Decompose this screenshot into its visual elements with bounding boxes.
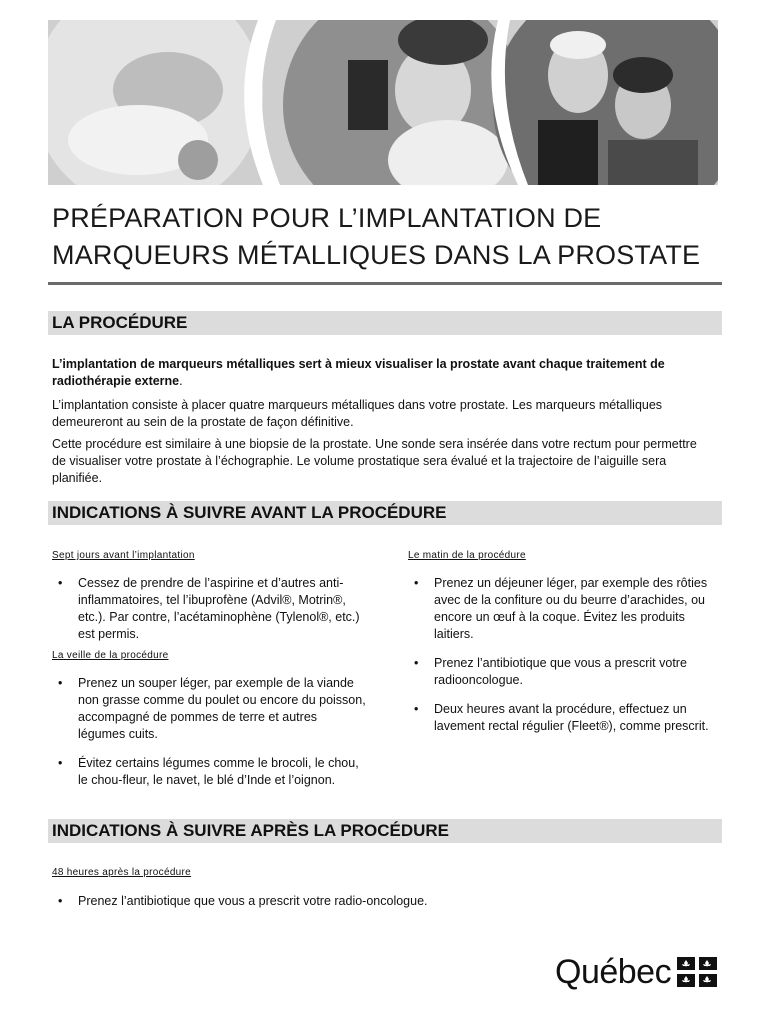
list-48-hours: [52, 893, 712, 922]
scientist-microscope-photo: [283, 20, 523, 185]
list-item: • Deux heures avant la procédure, effectuez un lavement rectal régulier (Fleet®), comme prescrit.: [408, 701, 722, 735]
section-heading-before: INDICATIONS À SUIVRE AVANT LA PROCÉDURE: [48, 501, 722, 525]
page-title: PRÉPARATION POUR L’IMPLANTATION DE MARQUEURS MÉTALLIQUES DANS LA PROSTATE: [52, 203, 701, 270]
quebec-wordmark: Québec: [555, 952, 672, 991]
procedure-paragraph-3: Cette procédure est similaire à une biopsie de la prostate. Une sonde sera insérée dans votre rectum pour permettre de visualiser votre prostate à l’échographie. Le volume prostatique sera évalué et la trajectoire de l’aiguille sera planifiée.: [52, 437, 697, 485]
title-divider: [48, 282, 722, 285]
list-seven-days: [52, 575, 367, 655]
procedure-paragraph-2: L’implantation consiste à placer quatre marqueurs métalliques dans votre prostate. Les marqueurs métalliques demeureront au sein de la prostate de façon définitive.: [52, 398, 663, 429]
subheading-seven-days: Sept jours avant l’implantation: [52, 550, 195, 561]
procedure-intro-end: .: [179, 374, 183, 388]
subheading-eve: La veille de la procédure: [52, 650, 169, 661]
header-photo-banner: [48, 20, 718, 185]
quebec-flag-icon: [677, 957, 717, 987]
procedure-intro-bold: L’implantation de marqueurs métalliques sert à mieux visualiser la prostate avant chaque traitement de radiothérapie externe: [52, 357, 665, 388]
list-item: • Prenez un déjeuner léger, par exemple des rôties avec de la confiture ou du beurre d’arachides, ou encore un œuf à la coque. Évitez les produits laitiers.: [408, 575, 722, 643]
list-eve: [52, 675, 367, 801]
elderly-couple-photo: [493, 20, 718, 185]
list-item: • Prenez un souper léger, par exemple de la viande non grasse comme du poulet ou encore du poisson, accompagné de pommes de terre et autres légumes cuits.: [52, 675, 367, 743]
subheading-48-hours: 48 heures après la procédure: [52, 867, 192, 878]
list-item: • Prenez l’antibiotique que vous a prescrit votre radiooncologue.: [408, 655, 722, 689]
section-heading-after: INDICATIONS À SUIVRE APRÈS LA PROCÉDURE: [48, 819, 722, 843]
subheading-morning: Le matin de la procédure: [408, 550, 526, 561]
section-heading-procedure: LA PROCÉDURE: [48, 311, 722, 335]
baby-photo: [48, 20, 263, 185]
list-morning: [408, 575, 722, 747]
quebec-logo: [555, 952, 717, 992]
list-item: • Cessez de prendre de l’aspirine et d’autres anti-inflammatoires, tel l’ibuprofène (Advil®, Motrin®, etc.). Par contre, l’acétaminophène (Tylenol®, etc.) est permis.: [52, 575, 367, 643]
procedure-intro: [52, 356, 712, 390]
list-item: • Prenez l’antibiotique que vous a prescrit votre radio-oncologue.: [52, 893, 712, 910]
list-item: • Évitez certains légumes comme le brocoli, le chou, le chou-fleur, le navet, le blé d’Inde et l’oignon.: [52, 755, 367, 789]
banner-photos-graphic: [48, 20, 718, 185]
